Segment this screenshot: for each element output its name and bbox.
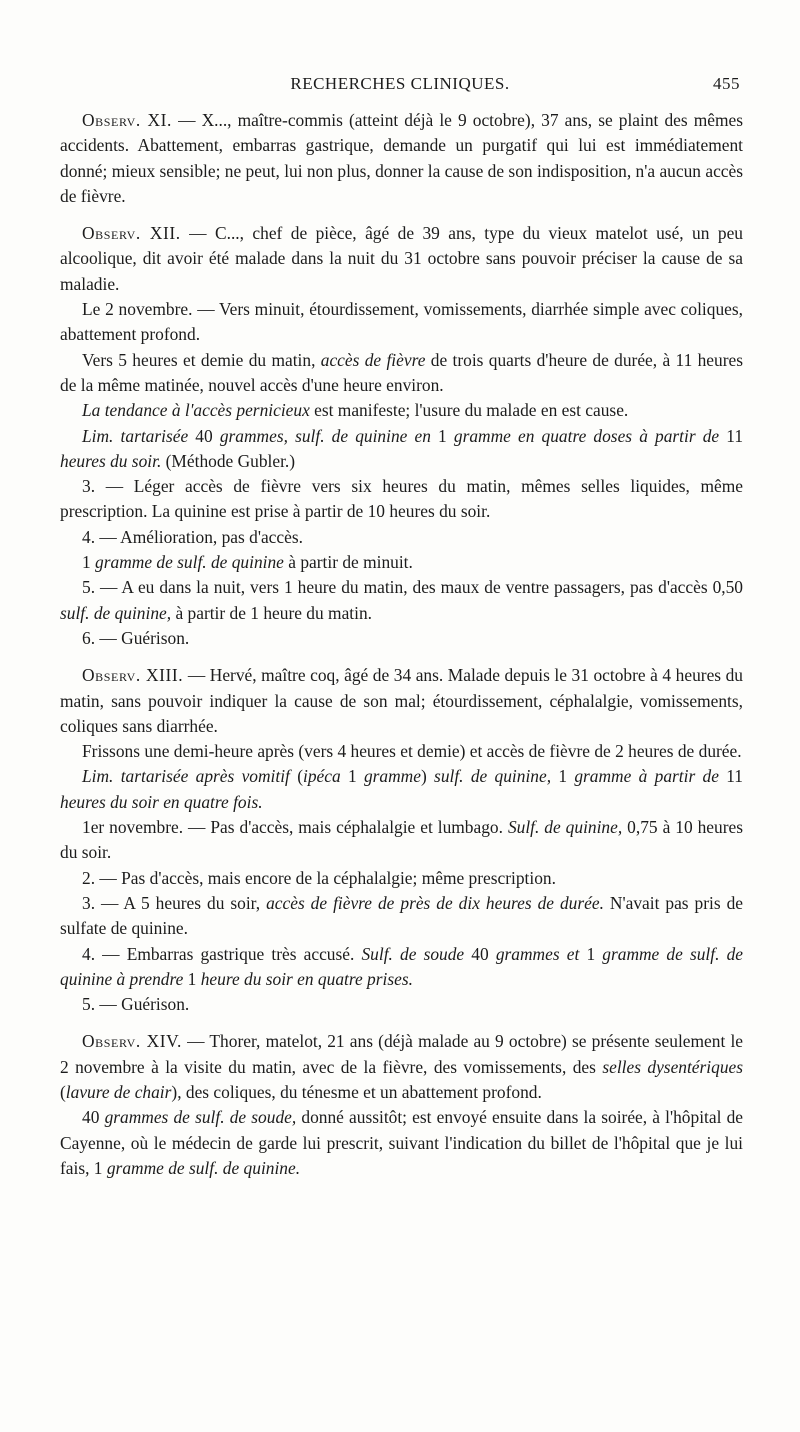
text-run: 40 [82,1107,105,1128]
italic-text: sulf. de quinine, [434,766,552,787]
italic-text: accès de fièvre de près de dix heures de durée. [266,892,604,913]
italic-text: grammes et [495,943,580,964]
observation-paragraph [60,474,743,525]
italic-text: selles dysentériques [602,1056,744,1077]
text-run: 5. — A eu dans la nuit, vers 1 heure du matin, des maux de ventre passagers, pas d'accès 0,50 [82,577,743,598]
text-run: 40 [188,425,220,446]
text-run: 1 [551,766,575,787]
observation-paragraph [60,1105,743,1181]
text-run: 1 [579,943,603,964]
observation-paragraph [60,866,743,891]
italic-text: gramme de sulf. de quinine [95,552,284,573]
text-run: — Hervé, maître coq, âgé de 34 ans. Malade depuis le 31 octobre à 4 heures du matin, sans pouvoir indiquer la cause de son mal; étourdissement, céphalalgie, vomissements, coliques sans diarrhée. [60,665,743,736]
italic-text: sulf. de quinine, [60,602,172,623]
italic-text: gramme de sulf. de quinine à prendre [60,943,744,989]
observation-paragraph [60,348,743,399]
text-run: donné aussitôt; est envoyé ensuite dans la soirée, à l'hôpital de Cayenne, où le médecin de garde lui prescrit, suivant l'indication du billet de l'hôpital que je lui fais, 1 [60,1107,743,1178]
text-run: à partir de 1 heure du matin. [171,602,372,623]
text-run: à partir de minuit. [283,552,413,573]
running-head [60,74,740,98]
text-run: N'avait pas pris de sulfate de quinine. [60,892,743,939]
text-run: ) [420,766,435,787]
italic-text: heures du soir. [60,450,162,471]
text-run: 0,75 à 10 heures du soir. [60,817,743,863]
text-run: 1 [430,425,454,446]
text-run: 1er novembre. — Pas d'accès, mais céphalalgie et lumbago. [82,817,508,838]
running-title: RECHERCHES CLINIQUES. [290,74,510,93]
observation-label: Observ. XIV. [82,1031,183,1052]
observation-paragraph [60,891,743,942]
text-run: 3. — Léger accès de fièvre vers six heures du matin, mêmes selles liquides, même prescription. La quinine est prise à partir de 10 heures du soir. [60,476,743,522]
text-run: 11 [719,425,744,446]
observation-paragraph [60,992,743,1017]
observation-heading-paragraph [60,221,743,297]
italic-text: Sulf. de soude [361,943,465,964]
observation-heading-paragraph [60,108,743,209]
observation-paragraph [60,424,743,475]
italic-text: grammes de sulf. de soude, [104,1107,297,1128]
text-body [60,108,743,1181]
italic-text: Lim. tartarisée [82,425,189,446]
text-run: 11 [718,766,743,787]
text-run: de trois quarts d'heure de durée, à 11 heures de la même matinée, nouvel accès d'une heure environ. [60,349,743,395]
observation-paragraph [60,398,743,423]
text-run: 5. — Guérison. [82,994,190,1015]
text-run: — X..., maître-commis (atteint déjà le 9 octobre), 37 ans, se plaint des mêmes accidents. Abattement, embarras gastrique, demande un purgatif qui lui est immédiatement donné; mieux sensible; ne peut, lui non plus, donner la cause de son indisposition, n'a aucun accès de fièvre. [60,110,743,206]
observation-paragraph [60,525,743,550]
italic-text: La tendance à l'accès pernicieux [82,400,310,421]
text-run: 4. — Amélioration, pas d'accès. [82,526,303,547]
italic-text: heures du soir en quatre fois. [60,791,263,812]
italic-text: heure du soir en quatre prises. [200,968,413,989]
italic-text: lavure de chair [65,1081,172,1102]
text-run: Frissons une demi-heure après (vers 4 heures et demie) et accès de fièvre de 2 heures de durée. [82,741,742,762]
text-run: Vers 5 heures et demie du matin, [82,349,321,370]
observation-label: Observ. XIII. [82,665,184,686]
text-run: 1 [340,766,364,787]
italic-text: gramme à partir de [574,766,719,787]
italic-text: Lim. tartarisée après vomitif [82,766,290,787]
observation-heading-paragraph [60,663,743,739]
observation-paragraph [60,815,743,866]
observation-label: Observ. XII. [82,223,181,244]
text-run: 3. — A 5 heures du soir, [82,892,267,913]
observation-paragraph [60,550,743,575]
italic-text: gramme [363,766,421,787]
italic-text: ipéca [302,766,341,787]
observation-paragraph [60,739,743,764]
observation-paragraph [60,942,743,993]
text-run: — Thorer, matelot, 21 ans (déjà malade au 9 octobre) se présente seulement le 2 novembre à la visite du matin, avec de la fièvre, des vomissements, des [60,1031,743,1077]
observation-heading-paragraph [60,1029,743,1105]
text-run: est manifeste; l'usure du malade en est cause. [309,400,629,421]
text-run: Le 2 novembre. — Vers minuit, étourdissement, vomissements, diarrhée simple avec coliques, abattement profond. [60,299,743,345]
text-run: ), des coliques, du ténesme et un abattement profond. [171,1081,542,1102]
text-run: (Méthode Gubler.) [161,450,296,471]
italic-text: gramme de sulf. de quinine. [106,1157,301,1178]
text-run: 4. — Embarras gastrique très accusé. [82,943,362,964]
text-run: ( [289,766,303,787]
italic-text: accès de fièvre [320,349,426,370]
text-run: 1 [82,552,96,573]
text-run: 2. — Pas d'accès, mais encore de la céphalalgie; même prescription. [82,867,556,888]
italic-text: gramme en quatre doses à partir de [453,425,720,446]
italic-text: Sulf. de quinine, [507,817,623,838]
text-run: 6. — Guérison. [82,627,190,648]
observation-label: Observ. XI. [82,110,173,130]
observation-paragraph [60,297,743,348]
observation-paragraph [60,575,743,626]
observation-paragraph [60,626,743,651]
text-run: — C..., chef de pièce, âgé de 39 ans, type du vieux matelot usé, un peu alcoolique, dit avoir été malade dans la nuit du 31 octobre sans pouvoir préciser la cause de sa maladie. [60,223,743,294]
observation-paragraph [60,764,743,815]
italic-text: grammes, sulf. de quinine en [219,425,431,446]
page-number: 455 [713,74,740,93]
text-run: 40 [464,943,496,964]
text-run: ( [60,1081,66,1102]
text-run: 1 [183,968,201,989]
